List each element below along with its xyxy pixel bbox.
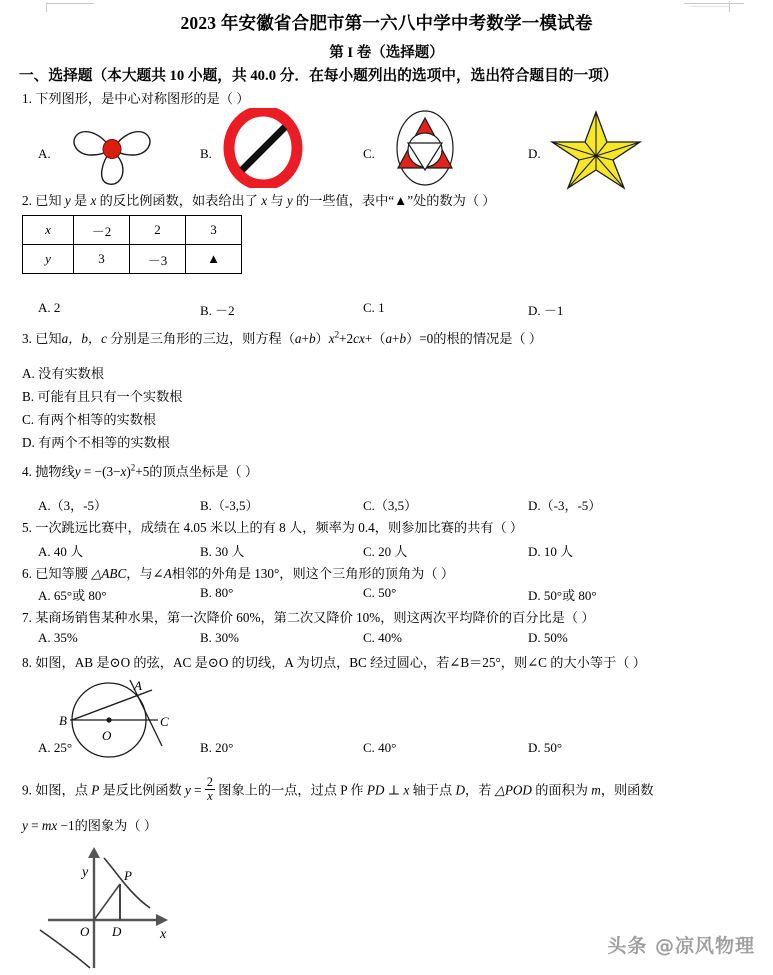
table-cell-x-2: 2 <box>130 216 186 245</box>
svg-text:y: y <box>82 865 89 880</box>
question-5-stem: 5. 一次跳远比赛中，成绩在 4.05 米以上的有 8 人，频率为 0.4，则参加比赛的共有（ ） <box>22 520 524 535</box>
five-point-star-figure <box>546 108 646 195</box>
q9-eq-y: y <box>185 782 191 798</box>
q9-text-a: 9. 如图，点 <box>22 782 92 798</box>
q3-suffix: 的根的情况是（ ） <box>433 331 543 346</box>
q2-var-x1: x <box>90 193 97 208</box>
question-4-stem <box>22 461 258 480</box>
question-2-option-b[interactable]: B. －2 <box>200 303 235 318</box>
q4-prefix: 4. 抛物线 <box>22 464 75 479</box>
question-6-option-c[interactable]: C. 50° <box>363 585 397 600</box>
q3-equation: $(a+b)x^2+2cx+(a+b)=0$ <box>281 329 434 346</box>
table-header-y: y <box>23 245 74 274</box>
question-6-option-b[interactable]: B. 80° <box>200 585 234 600</box>
question-1-option-a-label: A. <box>38 146 51 161</box>
q9-axis-x: x <box>403 782 410 798</box>
q3-vars: a，b，c <box>61 331 107 346</box>
svg-text:x: x <box>160 927 167 942</box>
svg-text:O: O <box>80 924 90 939</box>
section-heading: 一、选择题（本大题共 10 小题，共 40.0 分．在每小题列出的选项中，选出符合题目的一项） <box>19 68 618 84</box>
crop-mark-top-right-horizontal-2 <box>690 6 730 7</box>
no-entry-sign-figure <box>218 108 308 193</box>
question-6-option-d[interactable]: D. 50°或 80° <box>528 588 597 603</box>
question-2-option-a[interactable]: A. 2 <box>38 300 61 315</box>
q2-text-a: 2. 已知 <box>22 193 65 208</box>
q9-text-d: 轴于点 <box>409 782 456 798</box>
question-6-option-a[interactable]: A. 65°或 80° <box>38 588 107 603</box>
question-4-option-a[interactable]: A.（3，-5） <box>38 498 107 513</box>
q6-mid: ，与∠ <box>126 566 164 581</box>
q9-segment-pd: PD <box>366 782 385 798</box>
question-8-option-a[interactable]: A. 25° <box>38 740 73 755</box>
question-7-option-a[interactable]: A. 35% <box>38 630 78 645</box>
q9-line2-equation: y = mx −1 <box>22 818 75 833</box>
question-9-stem-line-1 <box>22 776 654 802</box>
question-2-value-table <box>22 215 242 274</box>
question-3-stem <box>22 328 542 347</box>
svg-text:A: A <box>134 678 142 693</box>
question-6-stem <box>22 563 454 582</box>
q6-prefix: 6. 已知等腰 <box>22 566 92 581</box>
watermark: 头条 @凉风物理 <box>607 935 755 957</box>
question-8-option-b[interactable]: B. 20° <box>200 740 234 755</box>
q2-text-e: 的反比例函数，如表给出了 <box>96 193 262 208</box>
q4-equation: $y = -(3-x)^2+5$ <box>74 462 150 479</box>
table-row-y <box>23 245 242 274</box>
question-2-option-c[interactable]: C. 1 <box>363 300 385 315</box>
q9-eq-equals: = <box>190 782 205 798</box>
q9-fraction <box>205 776 215 802</box>
q2-var-y2: y <box>286 193 293 208</box>
table-row-x <box>23 216 242 245</box>
q6-suffix: 相邻的外角是 130°，则这个三角形的顶角为（ ） <box>171 566 455 581</box>
crop-mark-top-left-horizontal <box>46 3 94 4</box>
q2-var-y1: y <box>64 193 71 208</box>
question-8-stem: 8. 如图，AB 是⊙O 的弦，AC 是⊙O 的切线，A 为切点，BC 经过圆心，若∠B＝25°，则∠C 的大小等于（ ） <box>22 655 646 670</box>
question-5-option-c[interactable]: C. 20 人 <box>363 544 408 559</box>
question-8-option-d[interactable]: D. 50° <box>528 740 563 755</box>
question-4-option-b[interactable]: B.（-3,5） <box>200 498 259 513</box>
question-5-option-a[interactable]: A. 40 人 <box>38 544 84 559</box>
question-4-option-c[interactable]: C.（3,5） <box>363 498 418 513</box>
q4-suffix: 的顶点坐标是（ ） <box>149 464 259 479</box>
q9-line2-tail: 的图象为（ ） <box>74 818 158 833</box>
page-subtitle: 第 I 卷（选择题） <box>329 45 444 61</box>
svg-text:P: P <box>124 868 132 883</box>
table-header-x: x <box>23 216 74 245</box>
question-3-option-c[interactable]: C. 有两个相等的实数根 <box>22 412 157 427</box>
question-5-option-b[interactable]: B. 30 人 <box>200 544 245 559</box>
q9-text-b: 是反比例函数 <box>99 782 186 798</box>
q2-var-x2: x <box>261 193 268 208</box>
q9-text-c: 图象上的一点，过点 P 作 <box>214 782 367 798</box>
table-cell-y-2: －3 <box>130 245 186 274</box>
question-7-option-c[interactable]: C. 40% <box>363 630 402 645</box>
circle-triangle-emblem-figure <box>380 108 470 193</box>
hyperbola-graph-figure <box>38 842 248 975</box>
question-3-option-b[interactable]: B. 可能有且只有一个实数根 <box>22 389 183 404</box>
q2-text-c: 是 <box>70 193 91 208</box>
q9-text-e: ，若 <box>465 782 495 798</box>
question-4-option-d[interactable]: D.（-3，-5） <box>528 498 602 513</box>
crop-mark-top-right-horizontal <box>684 3 744 4</box>
q3-mid: 分别是三角形的三边，则方程 <box>106 331 282 346</box>
page-title: 2023 年安徽省合肥市第一六八中学中考数学一模试卷 <box>180 13 593 33</box>
table-cell-x-1: －2 <box>74 216 130 245</box>
table-cell-y-1: 3 <box>74 245 130 274</box>
question-3-option-d[interactable]: D. 有两个不相等的实数根 <box>22 435 170 450</box>
q9-fraction-numerator: 2 <box>206 775 213 789</box>
table-cell-x-3: 3 <box>186 216 242 245</box>
q9-var-m: m <box>591 782 601 798</box>
question-1-option-b-label: B. <box>200 146 212 161</box>
q9-perp: ⊥ <box>384 782 404 798</box>
q6-triangle: △ABC <box>91 566 127 581</box>
svg-text:O: O <box>102 728 112 743</box>
question-2-stem <box>22 190 496 209</box>
svg-text:C: C <box>160 714 169 729</box>
table-cell-y-3: ▲ <box>186 245 242 274</box>
q9-text-f: 的面积为 <box>531 782 592 798</box>
question-7-option-d[interactable]: D. 50% <box>528 630 568 645</box>
svg-text:D: D <box>112 924 122 939</box>
q9-point-d: D <box>455 782 466 798</box>
question-5-option-d[interactable]: D. 10 人 <box>528 544 574 559</box>
question-1-stem: 1. 下列图形，是中心对称图形的是（ ） <box>22 91 250 106</box>
question-7-option-b[interactable]: B. 30% <box>200 630 239 645</box>
question-1-figures <box>0 108 773 190</box>
question-8-option-c[interactable]: C. 40° <box>363 740 397 755</box>
propeller-three-blade-figure <box>58 108 166 193</box>
q9-point-p: P <box>91 782 100 798</box>
question-2-option-d[interactable]: D. －1 <box>528 303 564 318</box>
question-3-option-a[interactable]: A. 没有实数根 <box>22 366 105 381</box>
question-1-option-c-label: C. <box>363 146 375 161</box>
q6-var-a: A <box>163 566 172 581</box>
question-7-stem: 7. 某商场销售某种水果，第一次降价 60%，第二次又降价 10%，则这两次平均降价的百分比是（ ） <box>22 610 595 625</box>
q2-text-g: 与 <box>267 193 287 208</box>
circle-tangent-diagram-figure <box>34 668 264 773</box>
question-9-stem-line-2 <box>22 815 157 834</box>
q9-text-g: ，则函数 <box>600 782 654 798</box>
question-1-option-d-label: D. <box>528 146 541 161</box>
q3-prefix: 3. 已知 <box>22 331 62 346</box>
q2-text-i: 的一些值，表中“▲”处的数为（ ） <box>292 193 496 208</box>
q9-fraction-denominator: x <box>207 788 213 803</box>
q9-triangle-pod: △POD <box>494 782 532 798</box>
svg-text:B: B <box>59 713 67 728</box>
